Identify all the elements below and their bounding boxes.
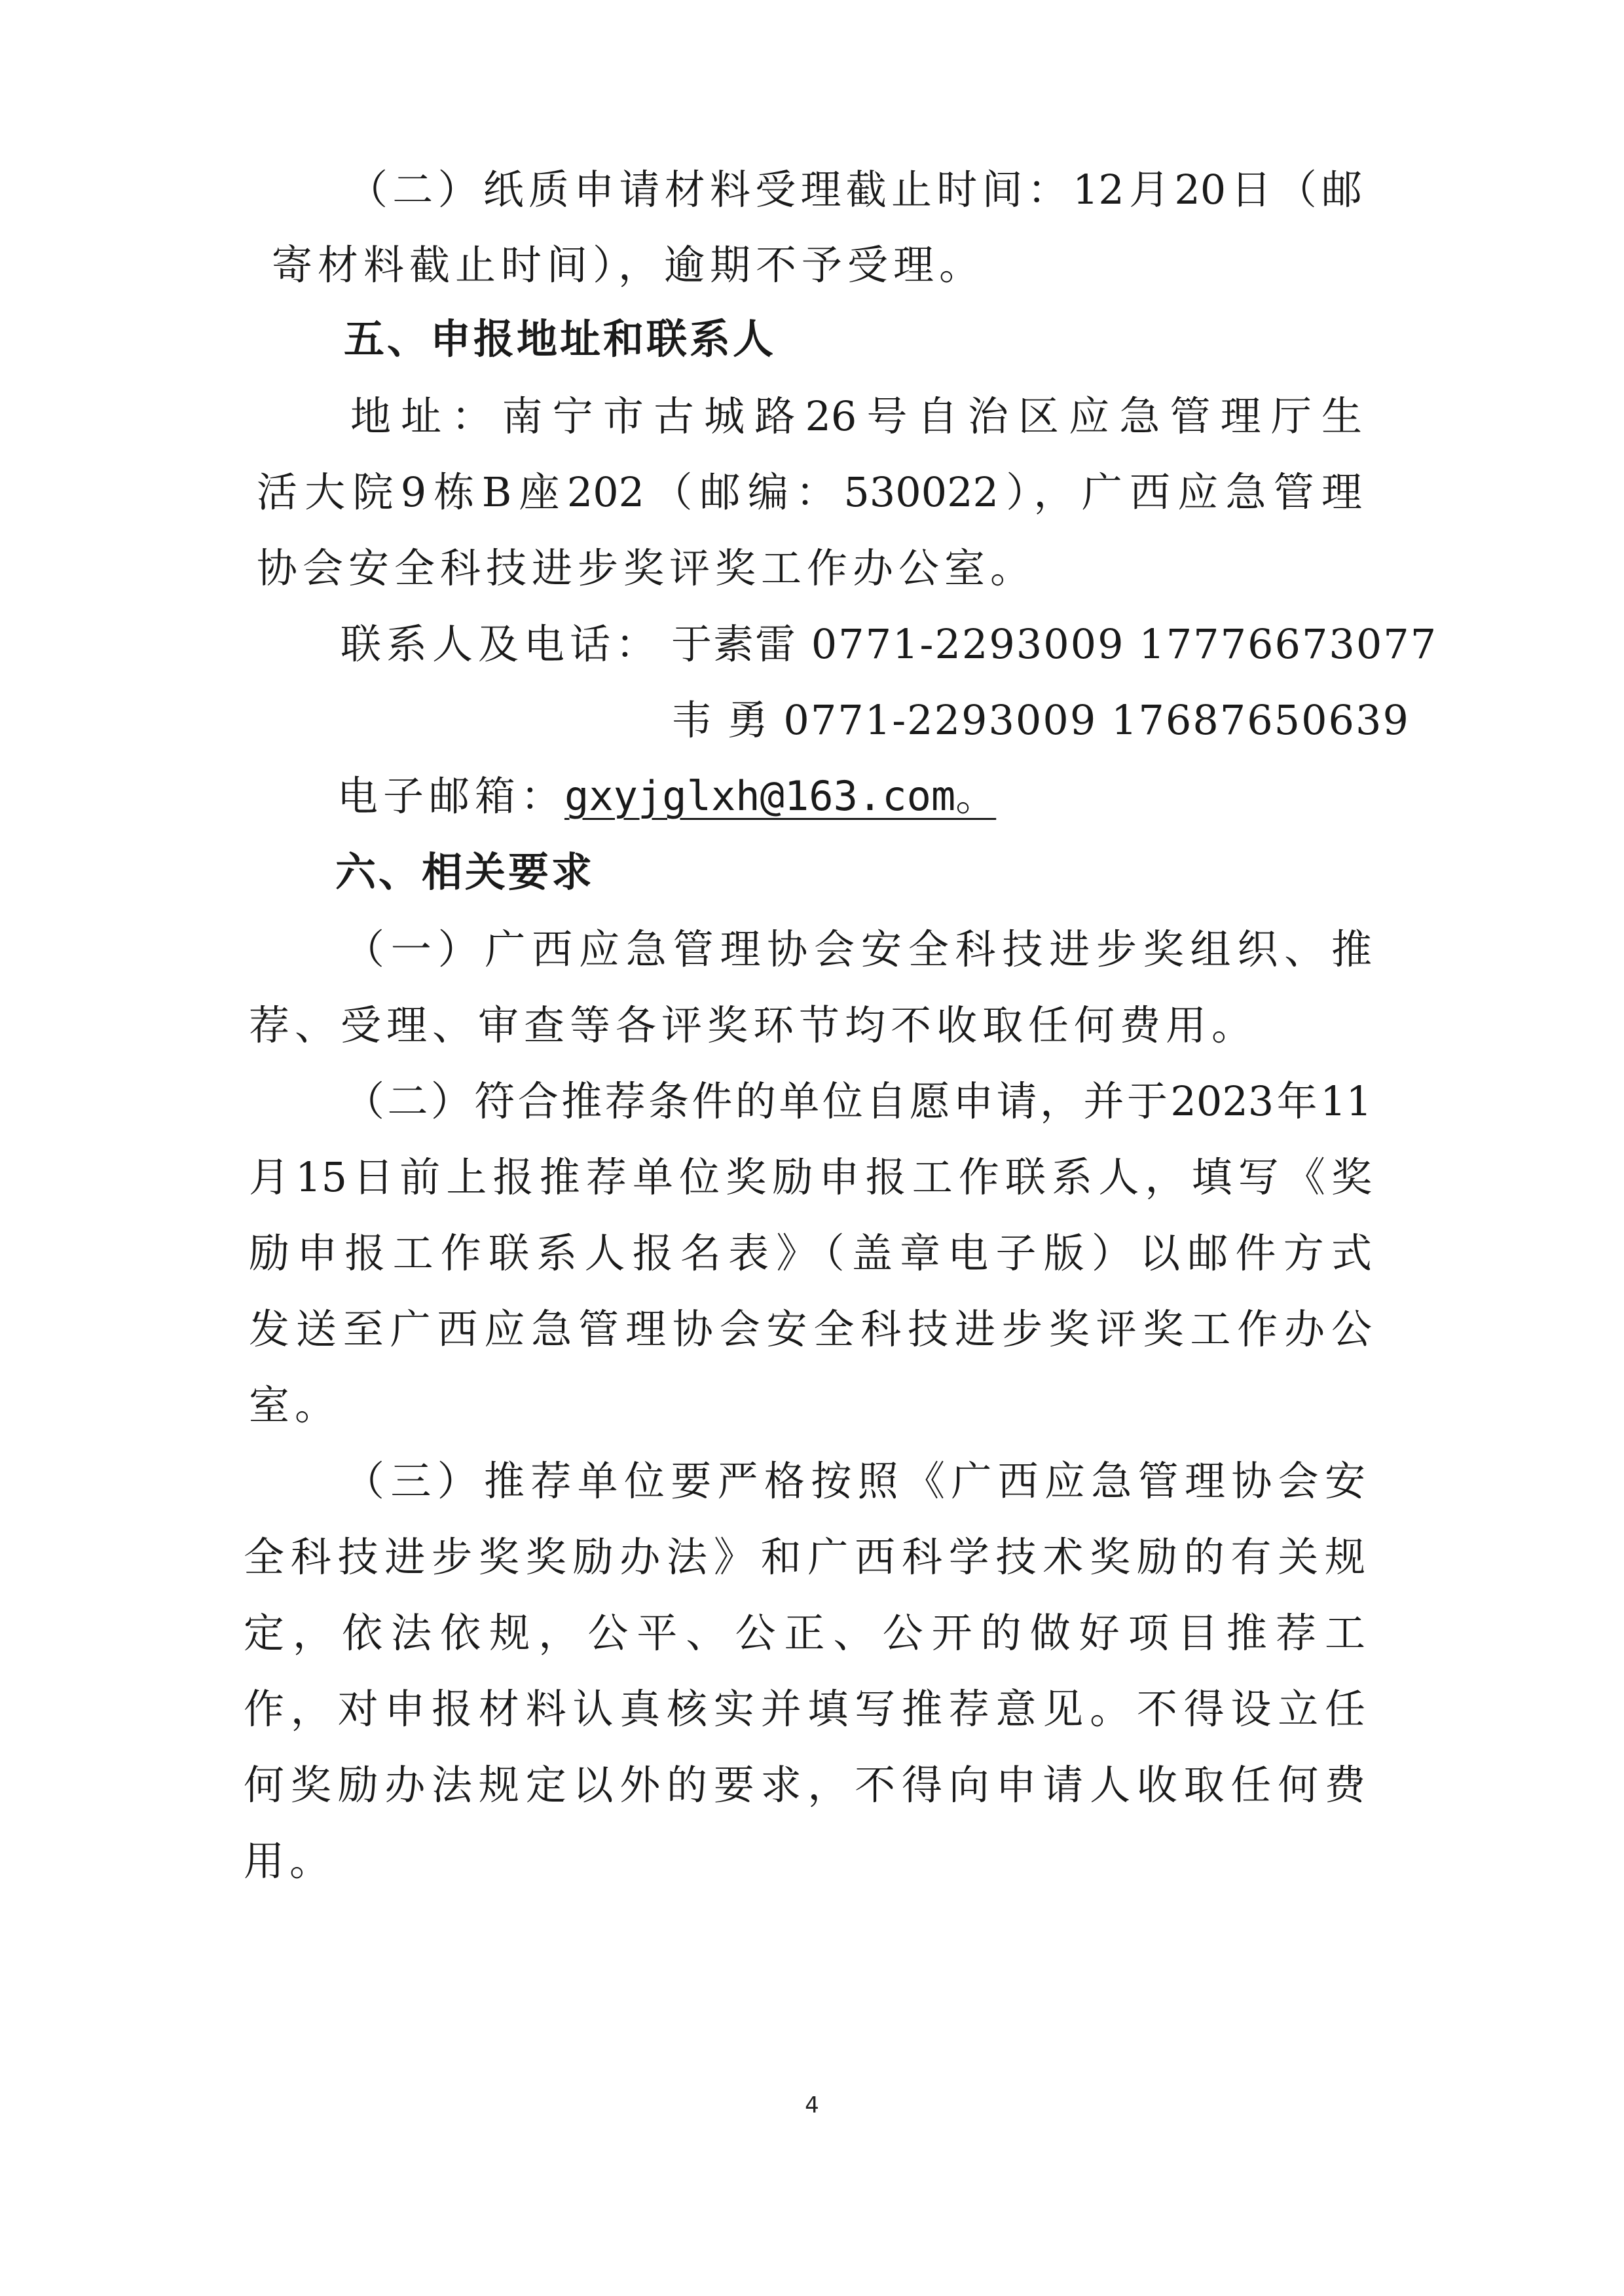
requirement-2-line-3: 励申报工作联系人报名表》（盖章电子版）以邮件方式	[249, 1229, 1372, 1277]
page-number: 4	[805, 2092, 819, 2119]
requirement-3-line-4: 作，对申报材料认真核实并填写推荐意见。不得设立任	[244, 1685, 1365, 1733]
contact-label: 联系人及电话：	[341, 620, 662, 668]
requirement-2-line-4: 发送至广西应急管理协会安全科技进步奖评奖工作办公	[249, 1305, 1372, 1353]
address-line-2: 活大院9栋B座202（邮编：530022），广西应急管理	[257, 468, 1362, 516]
requirement-3-line-5: 何奖励办法规定以外的要求，不得向申请人收取任何费	[244, 1761, 1365, 1809]
contact-person-1: 于素雷 0771-2293009 17776673077	[671, 620, 1438, 668]
requirement-2-line-2: 月15日前上报推荐单位奖励申报工作联系人，填写《奖	[249, 1153, 1372, 1201]
requirement-3-line-6: 用。	[244, 1837, 336, 1885]
requirement-2-line-5: 室。	[249, 1381, 341, 1429]
requirement-3-line-3: 定，依法依规，公平、公正、公开的做好项目推荐工	[244, 1609, 1365, 1657]
section-5-heading: 五、申报地址和联系人	[344, 315, 777, 363]
address-line-1: 地址：南宁市古城路26号自治区应急管理厅生	[350, 392, 1362, 440]
email-link[interactable]: gxyjglxh@163.com。	[564, 772, 997, 820]
paper-deadline-line-1: （二）纸质申请材料受理截止时间：12月20日（邮	[347, 166, 1362, 213]
requirement-1-line-2: 荐、受理、审查等各评奖环节均不收取任何费用。	[249, 1001, 1258, 1049]
requirement-1-line-1: （一）广西应急管理协会安全科技进步奖组织、推	[344, 925, 1372, 973]
paper-deadline-line-2: 寄材料截止时间），逾期不予受理。	[272, 241, 986, 289]
contact-person-2: 韦 勇 0771-2293009 17687650639	[671, 696, 1410, 744]
requirement-2-line-1: （二）符合推荐条件的单位自愿申请，并于2023年11	[344, 1077, 1372, 1125]
address-line-3: 协会安全科技进步奖评奖工作办公室。	[257, 544, 1037, 592]
email-label: 电子邮箱：	[337, 772, 567, 820]
requirement-3-line-1: （三）推荐单位要严格按照《广西应急管理协会安	[344, 1457, 1365, 1505]
requirement-3-line-2: 全科技进步奖奖励办法》和广西科学技术奖励的有关规	[244, 1533, 1365, 1581]
section-6-heading: 六、相关要求	[335, 848, 595, 896]
